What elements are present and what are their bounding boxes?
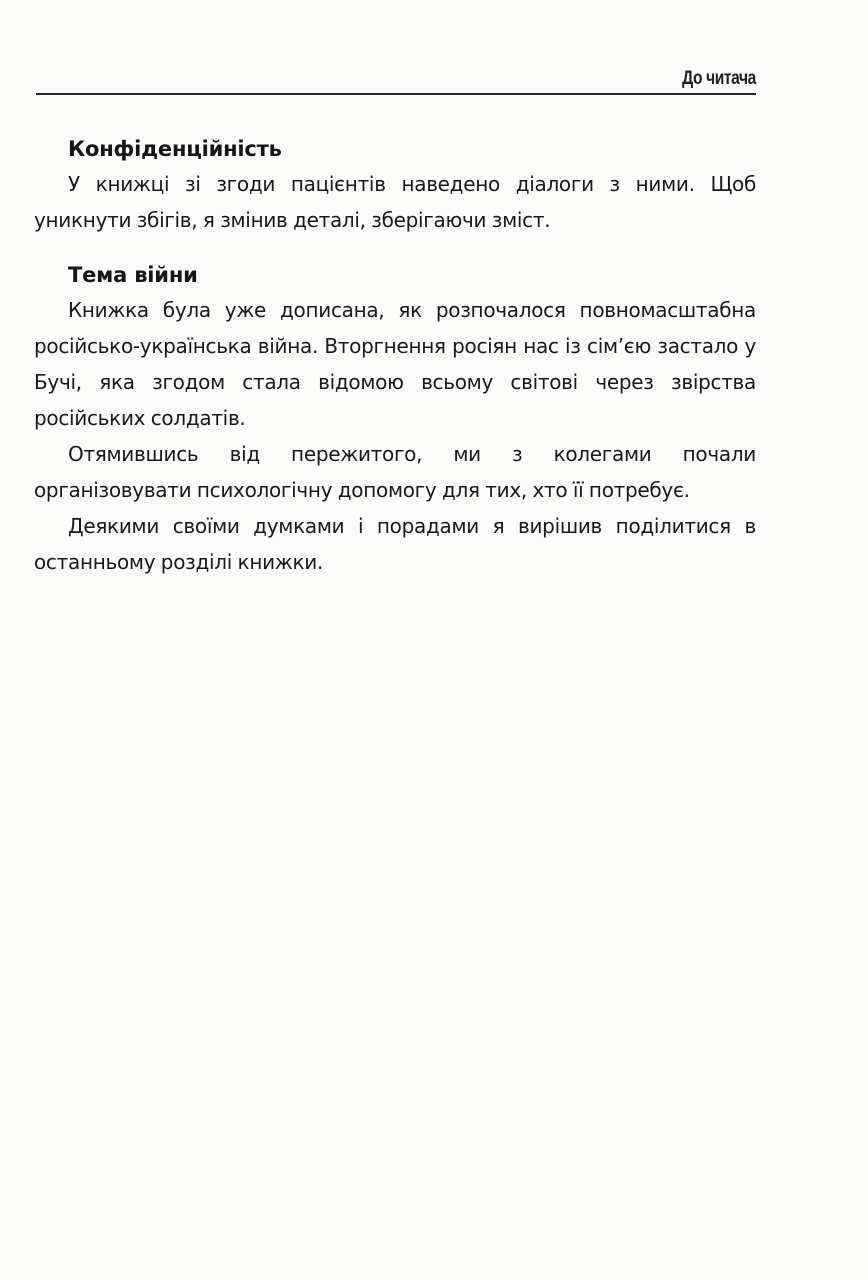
paragraph-confidentiality: У книжці зі згоди пацієнтів наведено діалоги з ними. Щоб уникнути збігів, я змінив деталі, зберігаючи зміст.	[34, 172, 756, 232]
paragraph-war-3: Деякими своїми думками і порадами я вирішив поділитися в останньому розділі книжки.	[34, 514, 756, 574]
paragraph-war-1: Книжка була уже дописана, як розпочалося повномасштабна російсько-українська війна. Вторгнення росіян нас із сім’єю застало у Бучі, яка згодом стала відомою всьому світові через звірства російських солдатів.	[34, 298, 756, 430]
section-heading-war: Тема війни	[68, 263, 198, 287]
section-heading-confidentiality: Конфіденційність	[68, 137, 282, 161]
page-body	[34, 132, 756, 580]
paragraph-war-2: Отямившись від пережитого, ми з колегами почали організовувати психологічну допомогу для тих, хто її потребує.	[34, 442, 756, 502]
running-head: До читача	[682, 68, 756, 89]
header-rule	[36, 93, 756, 95]
